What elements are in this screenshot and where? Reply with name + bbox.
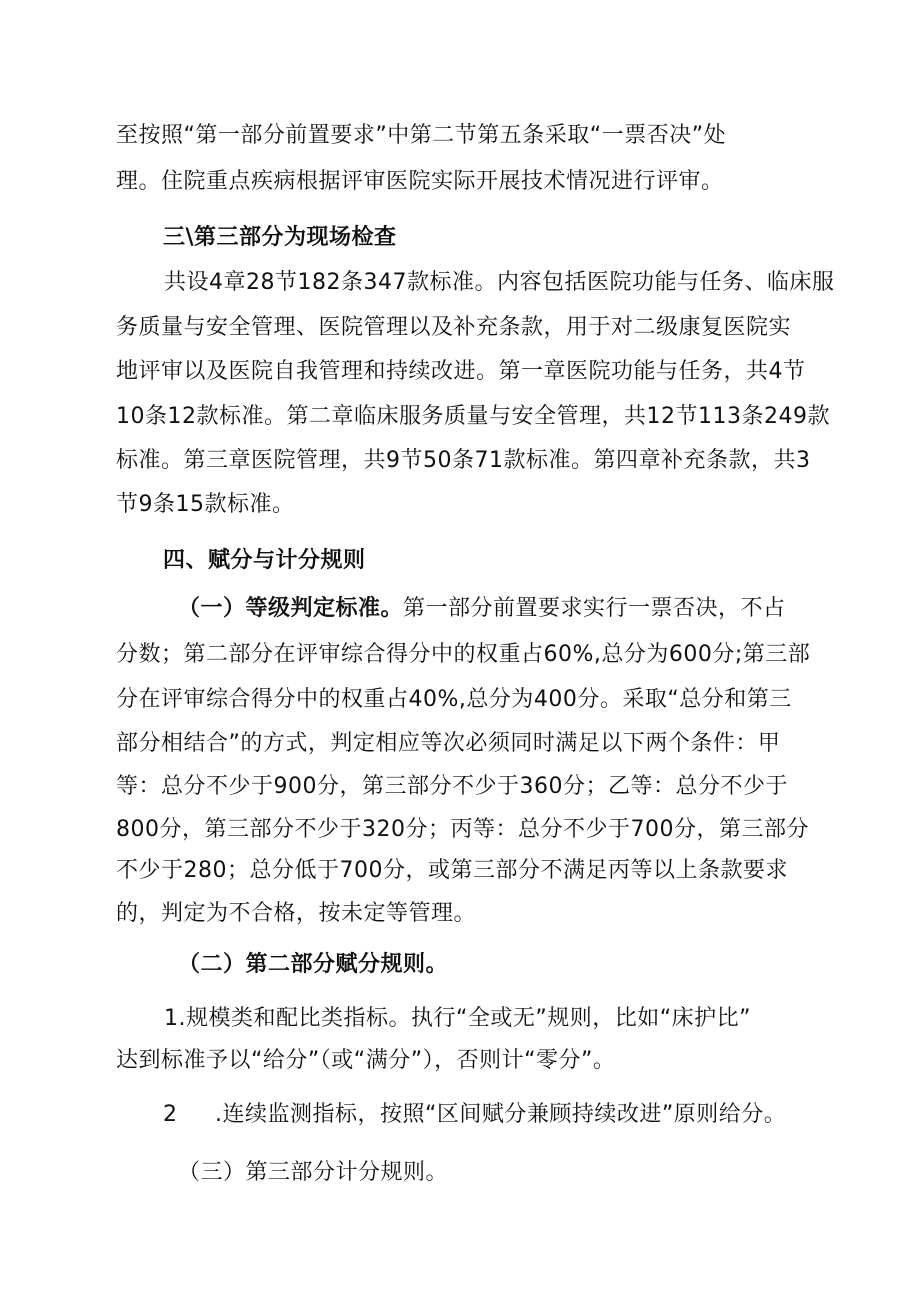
subsection-title: （三）第三部分计分规则。 <box>178 1160 449 1185</box>
list-item-line: .连续监测指标，按照“区间赋分兼顾持续改进”原则给分。 <box>215 1102 787 1127</box>
paragraph-line: 分在评审综合得分中的权重占40%,总分为400分。采取“总分和第三 <box>116 687 792 712</box>
paragraph-line: 节9条15款标准。 <box>116 492 295 517</box>
paragraph-text: 第一部分前置要求实行一票否决，不占 <box>403 596 786 621</box>
paragraph-line: 部分相结合”的方式，判定相应等次必须同时满足以下两个条件：甲 <box>116 731 781 756</box>
subsection-title: （二）第二部分赋分规则。 <box>178 952 449 977</box>
paragraph-line: 10条12款标准。第二章临床服务质量与安全管理，共12节113条249款 <box>116 404 830 429</box>
section-heading: 三\第三部分为现场检查 <box>163 225 397 250</box>
paragraph-line: 的，判定为不合格，按未定等管理。 <box>116 901 477 926</box>
paragraph-line: 地评审以及医院自我管理和持续改进。第一章医院功能与任务，共4节 <box>116 359 806 384</box>
paragraph-line: 800分，第三部分不少于320分；丙等：总分不少于700分，第三部分 <box>116 817 809 842</box>
paragraph-line: 至按照“第一部分前置要求”中第二节第五条采取“一票否决”处 <box>116 123 727 148</box>
subsection-title: （一）等级判定标准。 <box>178 596 404 621</box>
section-heading: 四、赋分与计分规则 <box>163 548 366 573</box>
list-item-line: 达到标准予以“给分”（或“满分”），否则计“零分”。 <box>116 1048 616 1073</box>
paragraph-line: 不少于280；总分低于700分，或第三部分不满足丙等以上条款要求 <box>116 858 788 883</box>
list-item-line: 1.规模类和配比类指标。执行“全或无”规则，比如“床护比” <box>164 1006 752 1031</box>
paragraph-line: 务质量与安全管理、医院管理以及补充条款，用于对二级康复医院实 <box>116 315 792 340</box>
paragraph-line <box>178 594 786 624</box>
paragraph-line: 共设4章28节182条347款标准。内容包括医院功能与任务、临床服 <box>164 270 835 295</box>
paragraph-line: 理。住院重点疾病根据评审医院实际开展技术情况进行评审。 <box>116 169 724 194</box>
list-item-number: 2 <box>163 1102 178 1127</box>
paragraph-line: 分数；第二部分在评审综合得分中的权重占60%,总分为600分;第三部 <box>116 642 811 667</box>
paragraph-line: 等：总分不少于900分，第三部分不少于360分；乙等：总分不少于 <box>116 774 788 799</box>
paragraph-line: 标准。第三章医院管理，共9节50条71款标准。第四章补充条款，共3 <box>116 448 811 473</box>
